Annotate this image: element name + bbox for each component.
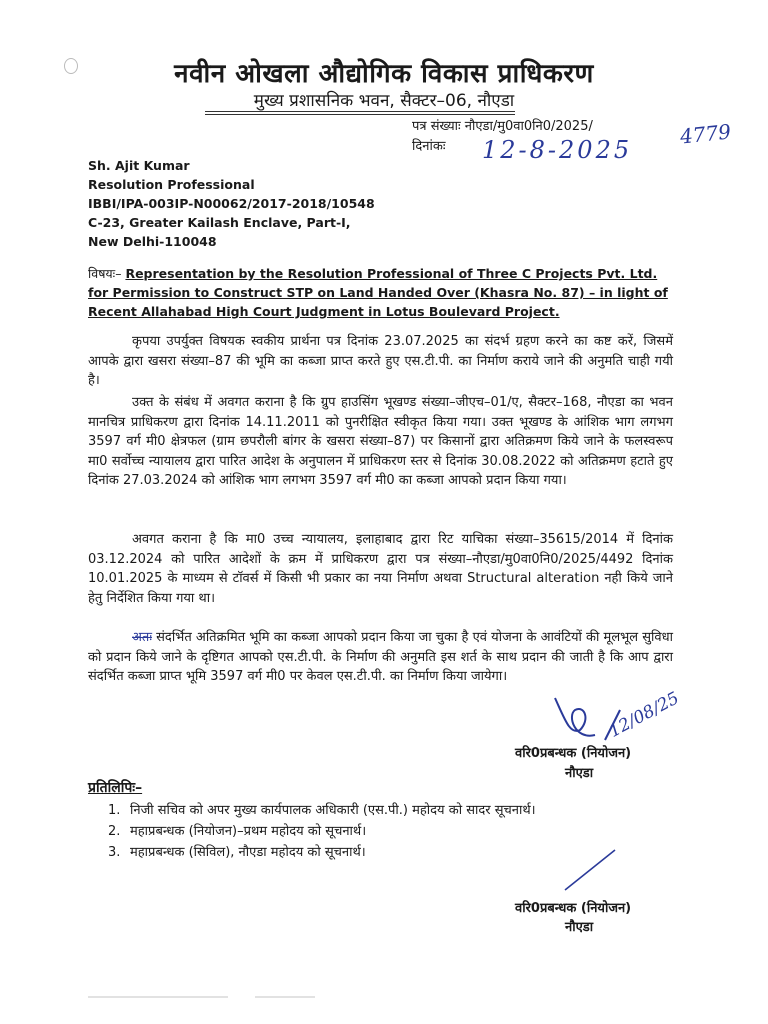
body-paragraph-3: अवगत कराना है कि मा0 उच्च न्यायालय, इलाहाबाद द्वारा रिट याचिका संख्या–35615/2014 में दिनांक 03.12.2024 को पारित आदेशों के क्रम में प्राधिकरण द्वारा पत्र संख्या–नौएडा/मु0वा0नि0/2025/4492 दिनांक 10.01.2025 के माध्यम से टॉवर्स में किसी भी प्रकार का नया निर्माण अथवा Structural alteration नही किये जाने हेतु निर्देशित किया गया था। [88,532,673,606]
header-divider [205,111,515,112]
struck-word: अतः [132,630,152,645]
signature-2 [560,845,620,895]
handwritten-letter-number: 4779 [678,119,733,149]
body-paragraph-2: उक्त के संबंध में अवगत कराना है कि ग्रुप हाउसिंग भूखण्ड संख्या–जीएच–01/ए, सैक्टर–168, नौएडा का भवन मानचित्र प्राधिकरण द्वारा दिनांक 14.11.2011 को पुनरीक्षित स्वीकृत किया गया। उक्त भूखण्ड के आंशिक भाग लगभग 3597 वर्ग मी0 क्षेत्रफल (ग्राम छपरौली बांगर के खसरा संख्या–87) पर किसानों द्वारा अतिक्रमण किये जाने के फलस्वरूप मा0 सर्वोच्च न्यायालय द्वारा पारित आदेश के अनुपालन में प्राधिकरण स्तर से दिनांक 30.08.2022 को अतिक्रमण हटाते हुए दिनांक 27.03.2024 को आंशिक भाग लगभग 3597 वर्ग मी0 का कब्जा आपको प्रदान किया गया। [88,395,673,488]
addressee-name: Sh. Ajit Kumar [88,158,190,173]
addressee-designation: Resolution Professional [88,177,255,192]
letter-number-value: नौएडा/मु0वा0नि0/2025/ [464,119,593,134]
addressee-registration: IBBI/IPA-003IP-N00062/2017-2018/10548 [88,196,375,211]
addressee-address-line2: New Delhi-110048 [88,234,217,249]
handwritten-date: 12-8-2025 [482,136,633,164]
signature-1-date: 12/08/25 [605,688,683,742]
signatory-1-place: नौएडा [565,766,594,781]
copy-to-item: 2. महाप्रबन्धक (नियोजन)–प्रथम महोदय को सूचनार्थ। [108,824,367,839]
signatory-2-title: वरि0प्रबन्धक (नियोजन) [515,901,632,916]
organization-address: मुख्य प्रशासनिक भवन, सैक्टर–06, नौएडा [253,91,515,111]
body-paragraph-4 [88,628,673,687]
footer-scan-mark [88,996,228,998]
header-divider-secondary [205,114,515,115]
organization-title: नवीन ओखला औद्योगिक विकास प्राधिकरण [174,59,594,89]
addressee-block [88,156,375,251]
subject-block [88,264,678,321]
copy-to-list [108,800,536,863]
signatory-2-place: नौएडा [565,920,594,935]
date-label: दिनांकः [412,139,446,154]
copy-to-item: 1. निजी सचिव को अपर मुख्य कार्यपालक अधिकारी (एस.पी.) महोदय को सादर सूचनार्थ। [108,803,536,818]
subject-label: विषयः– [88,266,122,281]
letter-number-label: पत्र संख्याः [412,119,461,134]
body-paragraph-4-text: संदर्भित अतिक्रमित भूमि का कब्जा आपको प्रदान किया जा चुका है एवं योजना के आवंटियों की मूलभूल सुविधा को प्रदान किये जाने के दृष्टिगत आपको एस.टी.पी. के निर्माण की अनुमति इस शर्त के साथ प्रदान की जाती है कि आप द्वारा संदर्भित कब्जा प्राप्त भूमि 3597 वर्ग मी0 पर केवल एस.टी.पी. का निर्माण किया जायेगा। [88,630,673,684]
letter-number-line [412,116,593,134]
subject-text: Representation by the Resolution Professional of Three C Projects Pvt. Ltd. for Permission to Construct STP on Land Handed Over (Khasra No. 87) – in light of Recent Allahabad High Court Judgment in Lotus Boulevard Project. [88,266,668,319]
addressee-address-line1: C-23, Greater Kailash Enclave, Part-I, [88,215,351,230]
copy-to-item: 3. महाप्रबन्धक (सिविल), नौएडा महोदय को सूचनार्थ। [108,845,366,860]
signatory-1-title: वरि0प्रबन्धक (नियोजन) [515,746,632,761]
copy-to-label: प्रतिलिपिः– [88,780,143,796]
footer-scan-mark [255,996,315,998]
body-paragraph-1: कृपया उपर्युक्त विषयक स्वकीय प्रार्थना पत्र दिनांक 23.07.2025 का संदर्भ ग्रहण करने का कष्ट करें, जिसमें आपके द्वारा खसरा संख्या–87 की भूमि का कब्जा प्राप्त करते हुए एस.टी.पी. का निर्माण कराये जाने की अनुमति चाही गयी है। [88,334,673,388]
